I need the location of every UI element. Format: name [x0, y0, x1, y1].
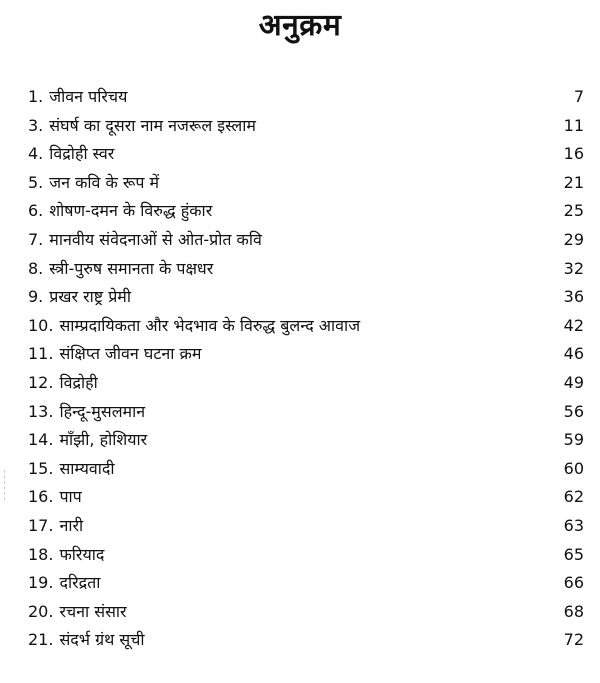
toc-entry-page: 56 [563, 401, 584, 421]
toc-entry [28, 140, 584, 169]
toc-entry [28, 598, 584, 627]
toc-entry [28, 569, 584, 598]
toc-entry-number: 11. [28, 344, 54, 364]
toc-entry-page: 72 [563, 630, 584, 650]
toc-entry-title: हिन्दू-मुसलमान [59, 401, 146, 421]
toc-entry-number: 18. [28, 544, 54, 564]
toc-entry-page: 66 [563, 573, 584, 593]
toc-entry-title: विद्रोही [59, 372, 98, 392]
toc-entry [28, 455, 584, 484]
toc-entry-title: फरियाद [59, 544, 105, 564]
toc-entry-title: रचना संसार [59, 601, 127, 621]
toc-entry [28, 483, 584, 512]
toc-entry [28, 226, 584, 255]
toc-entry-title: मानवीय संवेदनाओं से ओत-प्रोत कवि [49, 229, 262, 249]
toc-entry [28, 83, 584, 112]
toc-entry-page: 16 [563, 144, 584, 164]
page-title: अनुक्रम [258, 8, 342, 43]
toc-entry-page: 63 [563, 515, 584, 535]
toc-entry-number: 15. [28, 458, 54, 478]
toc-entry-title: साम्यवादी [59, 458, 115, 478]
toc-entry-title: जीवन परिचय [49, 87, 128, 106]
toc-entry-number: 1. [28, 87, 44, 106]
toc-entry-title: संघर्ष का दूसरा नाम नजरूल इस्लाम [49, 115, 256, 135]
toc-entry [28, 255, 584, 284]
toc-entry-title: दरिद्रता [59, 573, 101, 593]
toc-entry-number: 13. [28, 401, 54, 421]
toc-entry [28, 112, 584, 141]
toc-entry [28, 369, 584, 398]
toc-entry [28, 626, 584, 655]
toc-entry-page: 32 [563, 258, 584, 278]
toc-entry-number: 14. [28, 430, 54, 450]
toc-entry [28, 512, 584, 541]
toc-entry-page: 46 [563, 344, 584, 364]
toc-entry-number: 9. [28, 287, 44, 307]
toc-entry [28, 340, 584, 369]
toc-entry-title: संदर्भ ग्रंथ सूची [59, 630, 145, 650]
toc-entry-title: संक्षिप्त जीवन घटना क्रम [59, 344, 202, 364]
toc-entry-number: 3. [28, 115, 44, 135]
toc-entry-page: 49 [563, 372, 584, 392]
toc-entry-number: 17. [28, 515, 54, 535]
toc-entry-number: 19. [28, 573, 54, 593]
toc-entry-page: 7 [573, 87, 584, 106]
toc-entry-title: प्रखर राष्ट्र प्रेमी [49, 287, 132, 307]
toc-entry-title: विद्रोही स्वर [49, 144, 115, 164]
toc-entry-number: 4. [28, 144, 44, 164]
toc-entry [28, 312, 584, 341]
toc-entry-number: 7. [28, 229, 44, 249]
toc-entry-page: 68 [563, 601, 584, 621]
toc-entry-number: 8. [28, 258, 44, 278]
toc-entry [28, 283, 584, 312]
toc-entry-title: माँझी, होशियार [59, 430, 148, 450]
toc-entry-page: 42 [563, 315, 584, 335]
toc-entry-page: 11 [563, 115, 584, 135]
toc-entry [28, 541, 584, 570]
toc-entry-page: 25 [563, 201, 584, 221]
toc-entry-number: 12. [28, 372, 54, 392]
toc-entry-title: स्त्री-पुरुष समानता के पक्षधर [49, 258, 214, 278]
toc-entry [28, 197, 584, 226]
toc-entry-number: 6. [28, 201, 44, 221]
toc-entry-number: 20. [28, 601, 54, 621]
table-of-contents [28, 83, 584, 655]
toc-entry-page: 36 [563, 287, 584, 307]
toc-entry-number: 5. [28, 172, 44, 192]
toc-entry-title: साम्प्रदायिकता और भेदभाव के विरुद्ध बुलन्द आवाज [59, 315, 361, 335]
toc-entry-page: 29 [563, 229, 584, 249]
scan-mark [4, 470, 7, 500]
toc-entry-title: जन कवि के रूप में [49, 172, 160, 192]
toc-entry-number: 16. [28, 487, 54, 507]
toc-entry-page: 59 [563, 430, 584, 450]
toc-entry-page: 21 [563, 172, 584, 192]
toc-entry-page: 62 [563, 487, 584, 507]
toc-entry [28, 426, 584, 455]
toc-entry-number: 21. [28, 630, 54, 650]
toc-entry-page: 60 [563, 458, 584, 478]
toc-entry [28, 398, 584, 427]
toc-entry [28, 169, 584, 198]
toc-entry-title: शोषण-दमन के विरुद्ध हुंकार [49, 201, 213, 221]
toc-entry-title: नारी [59, 515, 84, 535]
toc-entry-title: पाप [59, 487, 82, 507]
toc-entry-page: 65 [563, 544, 584, 564]
toc-entry-number: 10. [28, 315, 54, 335]
